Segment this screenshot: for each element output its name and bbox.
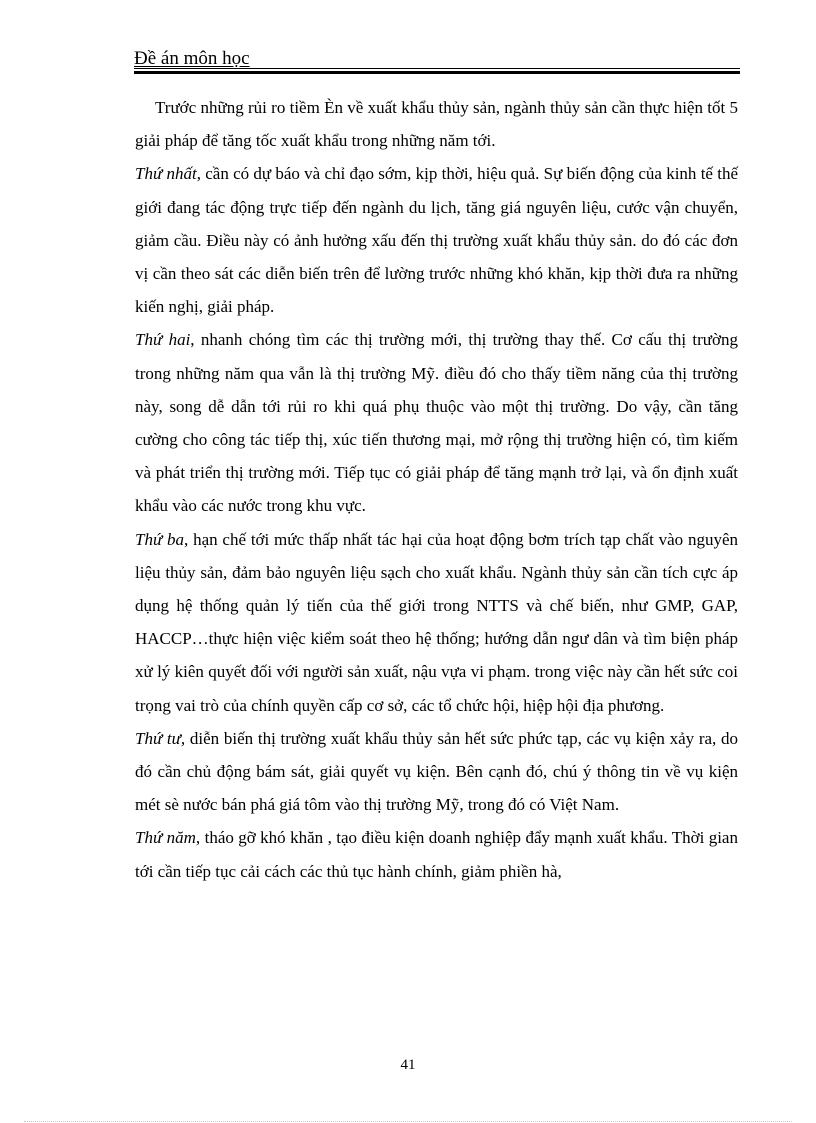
paragraph-solution-3 — [135, 523, 738, 722]
body-text — [135, 91, 738, 888]
paragraph-lead: Thứ hai — [135, 330, 191, 350]
paragraph-intro — [135, 91, 738, 157]
paragraph-solution-2 — [135, 323, 738, 522]
paragraph-text: diễn biến thị trường xuất khẩu thủy sản hết sức phức tạp, các vụ kiện xảy ra, do đó cần chủ động bám sát, giải quyết vụ kiện. Bên cạnh đó, chú ý thông tin về vụ kiện mét sè nước bán phá giá tôm vào thị trường Mỹ, trong đó có Việt Nam. — [135, 728, 738, 815]
page-bottom-border — [24, 1121, 792, 1122]
paragraph-text: , tháo gỡ khó khăn , tạo điều kiện doanh nghiệp đẩy mạnh xuất khẩu. Thời gian tới cần tiếp tục cải cách các thủ tục hành chính, giảm phiền hà, — [135, 828, 738, 881]
paragraph-text: , hạn chế tới mức thấp nhất tác hại của hoạt động bơm trích tạp chất vào nguyên liệu thủy sản, đảm bảo nguyên liệu sạch cho xuất khẩu. Ngành thủy sản cần tích cực áp dụng hệ thống quản lý tiến của thế giới trong NTTS và chế biến, như GMP, GAP, HACCP…thực hiện việc kiểm soát theo hệ thống; hướng dẫn ngư dân và tìm biện pháp xử lý kiên quyết đối với người sản xuất, nậu vựa vi phạm. trong việc này cần hết sức coi trọng vai trò của chính quyền cấp cơ sở, các tổ chức hội, hiệp hội địa phương. — [135, 529, 738, 715]
paragraph-solution-4 — [135, 722, 738, 822]
paragraph-text: Trước những rủi ro tiềm Èn về xuất khẩu thủy sản, ngành thủy sản cần thực hiện tốt 5 giải pháp để tăng tốc xuất khẩu trong những năm tới. — [135, 98, 738, 151]
page-number: 41 — [400, 1057, 416, 1073]
paragraph-text: , nhanh chóng tìm các thị trường mới, thị trường thay thế. Cơ cấu thị trường trong những năm qua vẫn là thị trường Mỹ. điều đó cho thấy tiềm năng của thị trường này, song dễ dẫn tới rủi ro khi quá phụ thuộc vào một thị trường. Do vậy, cần tăng cường cho công tác tiếp thị, xúc tiến thương mại, mở rộng thị trường hiện có, tìm kiếm và phát triển thị trường mới. Tiếp tục có giải pháp để tăng mạnh trở lại, và ổn định xuất khẩu vào các nước trong khu vực. — [135, 330, 738, 516]
paragraph-lead: Thứ nhất — [135, 164, 197, 184]
paragraph-lead: Thứ tư, — [135, 728, 186, 748]
header-rule-thin — [134, 68, 740, 69]
paragraph-solution-5 — [135, 821, 738, 887]
paragraph-lead: Thứ năm — [135, 828, 196, 848]
header-rule-thick — [134, 71, 740, 74]
header-title: Đề án môn học — [134, 48, 250, 69]
paragraph-text: , cần có dự báo và chỉ đạo sớm, kịp thời, hiệu quả. Sự biến động của kinh tế thế giới đang tác động trực tiếp đến ngành du lịch, tăng giá nguyên liệu, cước vận chuyển, giảm cầu. Điều này có ảnh hưởng xấu đến thị trường xuất khẩu thủy sản. do đó các đơn vị cần theo sát các diễn biến trên để lường trước những khó khăn, kịp thời đưa ra những kiến nghị, giải pháp. — [135, 164, 738, 317]
page-header — [134, 48, 740, 74]
paragraph-solution-1 — [135, 157, 738, 323]
paragraph-lead: Thứ ba — [135, 529, 185, 549]
